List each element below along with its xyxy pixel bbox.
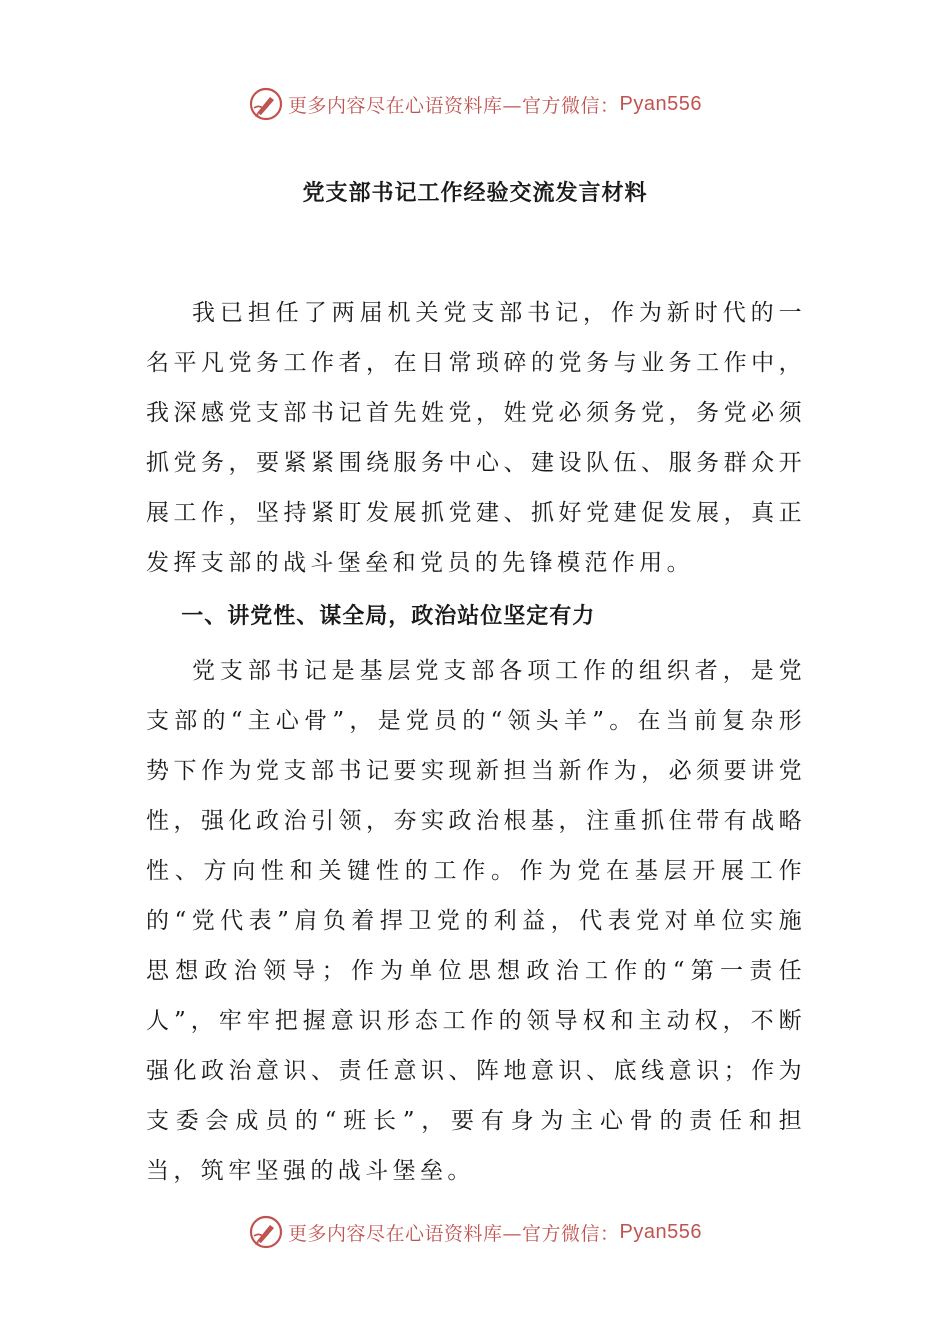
footer-watermark xyxy=(0,1212,950,1252)
watermark-text: 更多内容尽在心语资料库—官方微信： xyxy=(288,94,620,117)
header-watermark xyxy=(0,84,950,124)
watermark-wechat-id: Pyan556 xyxy=(619,92,702,115)
watermark-wechat-id: Pyan556 xyxy=(619,1220,702,1243)
document-title: 党支部书记工作经验交流发言材料 xyxy=(302,181,648,206)
section-1-heading: 一、讲党性、谋全局，政治站位坚定有力 xyxy=(181,604,596,629)
pen-logo-icon xyxy=(248,1214,284,1250)
document-body xyxy=(146,288,806,1196)
intro-paragraph: 我已担任了两届机关党支部书记，作为新时代的一名平凡党务工作者，在日常琐碎的党务与业务工作中，我深感党支部书记首先姓党，姓党必须务党，务党必须抓党务，要紧紧围绕服务中心、建设队伍、服务群众开展工作，坚持紧盯发展抓党建、抓好党建促发展，真正发挥支部的战斗堡垒和党员的先锋模范作用。 xyxy=(146,300,806,576)
pen-logo-icon xyxy=(248,86,284,122)
section-1-paragraph: 党支部书记是基层党支部各项工作的组织者，是党支部的“主心骨”，是党员的“领头羊”。在当前复杂形势下作为党支部书记要实现新担当新作为，必须要讲党性，强化政治引领，夯实政治根基，注重抓住带有战略性、方向性和关键性的工作。作为党在基层开展工作的“党代表”肩负着捍卫党的利益，代表党对单位实施思想政治领导；作为单位思想政治工作的“第一责任人”，牢牢把握意识形态工作的领导权和主动权，不断强化政治意识、责任意识、阵地意识、底线意识；作为支委会成员的“班长”，要有身为主心骨的责任和担当，筑牢坚强的战斗堡垒。 xyxy=(146,658,806,1184)
watermark-text: 更多内容尽在心语资料库—官方微信： xyxy=(288,1222,620,1245)
